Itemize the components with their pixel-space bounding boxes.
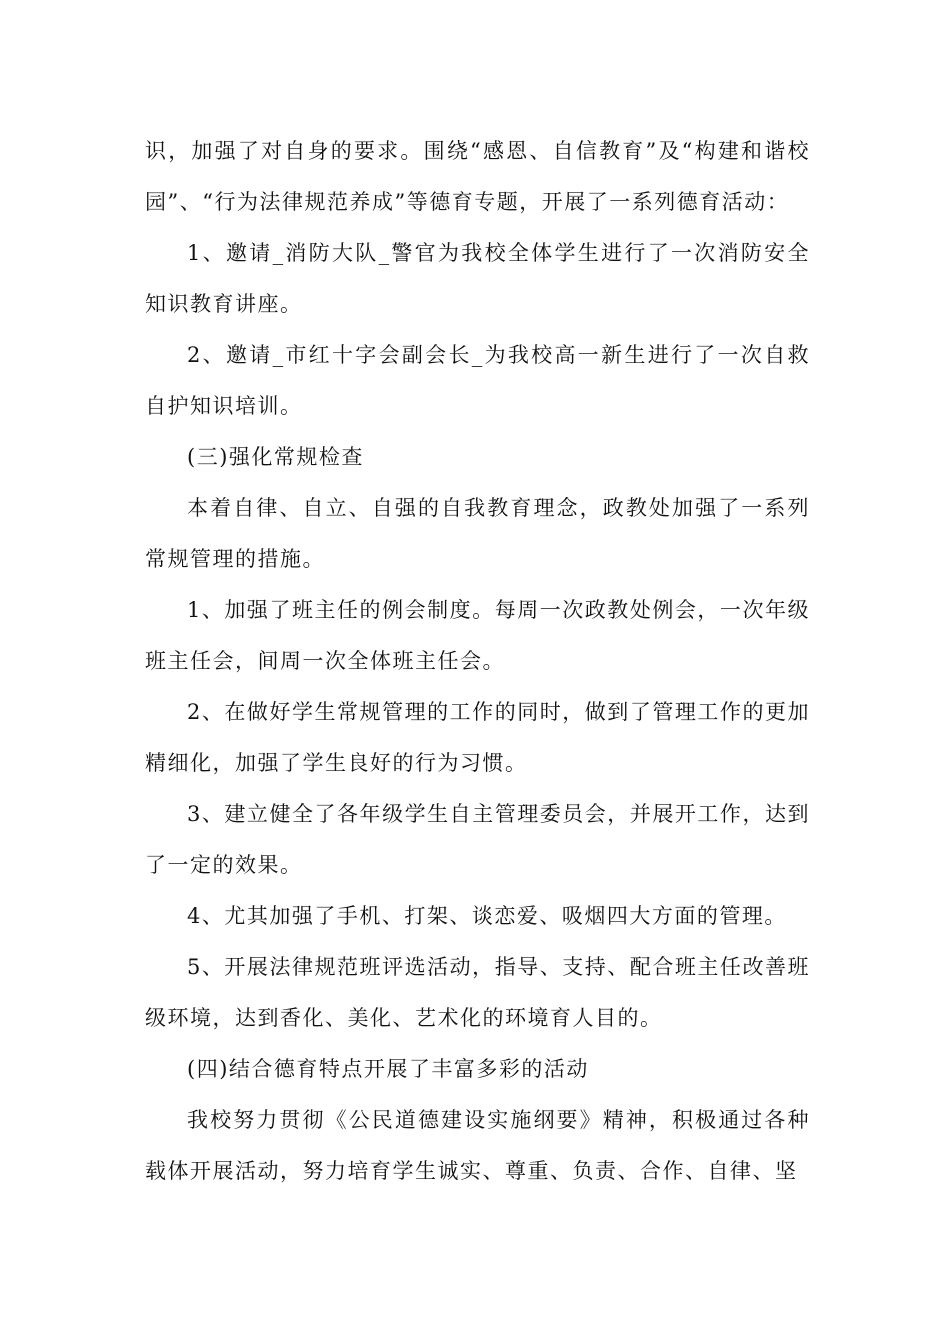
section-heading-3: (三)强化常规检查 <box>187 445 364 469</box>
paragraph-section-3-item-3: 3、建立健全了各年级学生自主管理委员会，并展开工作，达到了一定的效果。 <box>145 802 810 877</box>
paragraph-section-3-item-1: 1、加强了班主任的例会制度。每周一次政教处例会，一次年级班主任会，间周一次全体班主任会。 <box>145 598 810 673</box>
section-heading-4: (四)结合德育特点开展了丰富多彩的活动 <box>187 1057 589 1081</box>
paragraph-item-1-fire-lecture: 1、邀请_消防大队_警官为我校全体学生进行了一次消防安全知识教育讲座。 <box>145 241 810 316</box>
paragraph-section-4-intro: 我校努力贯彻《公民道德建设实施纲要》精神，积极通过各种载体开展活动，努力培育学生诚实、尊重、负责、合作、自律、坚 <box>145 1108 810 1183</box>
paragraph-intro-continuation: 识，加强了对自身的要求。围绕“感恩、自信教育”及“构建和谐校园”、“行为法律规范养成”等德育专题，开展了一系列德育活动： <box>145 139 810 214</box>
paragraph-section-3-item-4: 4、尤其加强了手机、打架、谈恋爱、吸烟四大方面的管理。 <box>187 904 787 928</box>
paragraph-section-3-intro: 本着自律、自立、自强的自我教育理念，政教处加强了一系列常规管理的措施。 <box>145 496 810 571</box>
paragraph-section-3-item-5: 5、开展法律规范班评选活动，指导、支持、配合班主任改善班级环境，达到香化、美化、艺术化的环境育人目的。 <box>145 955 810 1030</box>
paragraph-item-2-red-cross-training: 2、邀请_市红十字会副会长_为我校高一新生进行了一次自救自护知识培训。 <box>145 343 810 418</box>
paragraph-section-3-item-2: 2、在做好学生常规管理的工作的同时，做到了管理工作的更加精细化，加强了学生良好的行为习惯。 <box>145 700 810 775</box>
